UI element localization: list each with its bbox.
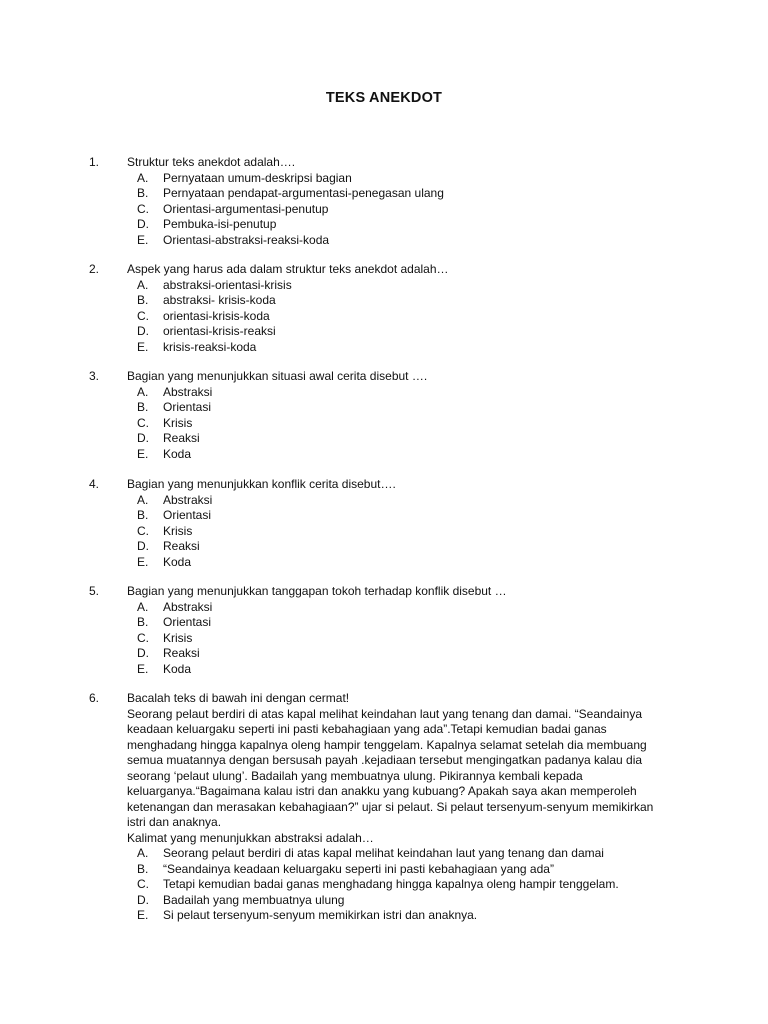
option-letter: D. xyxy=(137,539,149,553)
option-text: Pernyataan umum-deskripsi bagian xyxy=(163,170,352,185)
option-letter: B. xyxy=(137,861,149,876)
answer-option xyxy=(127,493,647,509)
option-letter: D. xyxy=(137,892,149,907)
answer-option xyxy=(127,877,687,893)
option-text: Badailah yang membuatnya ulung xyxy=(163,892,345,907)
option-text: Krisis xyxy=(163,415,193,430)
option-letter: D. xyxy=(137,217,149,231)
option-letter: A. xyxy=(137,170,149,185)
question-number: 5. xyxy=(89,584,100,598)
passage-line: menghadang hingga kapalnya oleng hampir tenggelam. Kapalnya selamat setelah dia membuang xyxy=(127,737,647,752)
answer-option xyxy=(127,171,647,187)
option-text: Abstraksi xyxy=(163,492,213,507)
answer-option xyxy=(127,646,647,662)
answer-option xyxy=(127,846,687,862)
option-letter: C. xyxy=(137,308,149,323)
answer-option xyxy=(127,862,687,878)
answer-option xyxy=(127,539,647,555)
option-letter: E. xyxy=(137,232,149,247)
page-title: TEKS ANEKDOT xyxy=(325,90,443,106)
option-letter: A. xyxy=(137,277,149,292)
option-text: Pembuka-isi-penutup xyxy=(163,217,277,231)
option-text: Koda xyxy=(163,446,192,461)
option-letter: C. xyxy=(137,523,149,538)
question-number: 4. xyxy=(89,477,100,491)
passage-line: keluarganya.“Bagaimana kalau istri dan anakku yang kubuang? Apakah saya akan memperoleh xyxy=(127,784,637,798)
option-letter: C. xyxy=(137,630,149,645)
answer-option xyxy=(127,893,687,909)
answer-option xyxy=(127,293,647,309)
answer-option xyxy=(127,400,647,416)
option-letter: E. xyxy=(137,554,149,569)
question-number: 1. xyxy=(89,155,100,169)
question-prompt: Kalimat yang menunjukkan abstraksi adalah… xyxy=(127,830,374,845)
answer-option xyxy=(127,385,647,401)
option-text: Orientasi xyxy=(163,508,212,522)
option-letter: D. xyxy=(137,431,149,445)
answer-option xyxy=(127,340,647,356)
answer-option xyxy=(127,615,647,631)
answer-option xyxy=(127,431,647,447)
option-text: Seorang pelaut berdiri di atas kapal melihat keindahan laut yang tenang dan damai xyxy=(163,846,604,860)
option-text: orientasi-krisis-reaksi xyxy=(163,324,276,338)
option-text: Reaksi xyxy=(163,646,200,660)
question-number: 6. xyxy=(89,691,100,705)
option-text: abstraksi- krisis-koda xyxy=(163,293,276,307)
option-text: Si pelaut tersenyum-senyum memikirkan istri dan anaknya. xyxy=(163,908,478,922)
answer-option xyxy=(127,217,647,233)
question-stem: Struktur teks anekdot adalah…. xyxy=(127,155,296,169)
option-text: Orientasi xyxy=(163,400,212,414)
option-text: abstraksi-orientasi-krisis xyxy=(163,277,292,292)
answer-option xyxy=(127,555,647,571)
option-text: Krisis xyxy=(163,630,193,645)
option-text: Orientasi xyxy=(163,615,212,629)
option-letter: B. xyxy=(137,186,149,200)
option-text: Reaksi xyxy=(163,539,200,553)
option-letter: C. xyxy=(137,415,149,430)
passage-line: Seorang pelaut berdiri di atas kapal melihat keindahan laut yang tenang dan damai. “Seandainya xyxy=(127,706,643,721)
option-letter: E. xyxy=(137,661,149,676)
answer-option xyxy=(127,508,647,524)
option-text: Abstraksi xyxy=(163,384,213,399)
answer-option xyxy=(127,278,647,294)
option-letter: E. xyxy=(137,446,149,461)
passage-line: semua muatannya dengan bersusah payah .kejadiaan tersebut mengingatkan padanya kalau dia xyxy=(127,753,643,767)
option-letter: D. xyxy=(137,646,149,660)
option-text: Pernyataan pendapat-argumentasi-penegasan ulang xyxy=(163,186,444,200)
option-letter: C. xyxy=(137,877,149,891)
question-stem: Aspek yang harus ada dalam struktur teks anekdot adalah… xyxy=(127,262,449,276)
answer-option xyxy=(127,309,647,325)
answer-option xyxy=(127,662,647,678)
question-number: 2. xyxy=(89,262,100,276)
question-number: 3. xyxy=(89,369,100,383)
option-letter: D. xyxy=(137,324,149,338)
option-text: Tetapi kemudian badai ganas menghadang hingga kapalnya oleng hampir tenggelam. xyxy=(163,877,619,891)
option-text: Orientasi-abstraksi-reaksi-koda xyxy=(163,232,330,247)
answer-option xyxy=(127,233,647,249)
option-text: Orientasi-argumentasi-penutup xyxy=(163,201,329,216)
passage-line: seorang ‘pelaut ulung’. Badailah yang membuatnya ulung. Pikirannya kembali kepada xyxy=(127,768,583,783)
question-stem: Bacalah teks di bawah ini dengan cermat! xyxy=(127,691,350,705)
question-stem: Bagian yang menunjukkan konflik cerita disebut…. xyxy=(127,477,396,491)
answer-option xyxy=(127,524,647,540)
passage-line: keadaan keluargaku seperti ini pasti kebahagiaan yang ada”.Tetapi kemudian badai ganas xyxy=(127,722,607,736)
option-letter: B. xyxy=(137,293,149,307)
answer-option xyxy=(127,202,647,218)
reading-passage xyxy=(127,707,687,831)
option-letter: C. xyxy=(137,201,149,216)
option-letter: B. xyxy=(137,400,149,414)
passage-line: istri dan anaknya. xyxy=(127,815,222,829)
option-letter: A. xyxy=(137,599,149,614)
option-letter: A. xyxy=(137,384,149,399)
answer-option xyxy=(127,631,647,647)
answer-option xyxy=(127,447,647,463)
option-letter: A. xyxy=(137,492,149,507)
answer-option xyxy=(127,908,687,924)
option-letter: E. xyxy=(137,339,149,354)
option-letter: B. xyxy=(137,615,149,629)
option-text: “Seandainya keadaan keluargaku seperti ini pasti kebahagiaan yang ada” xyxy=(163,861,554,876)
answer-option xyxy=(127,324,647,340)
option-text: Krisis xyxy=(163,523,193,538)
option-letter: A. xyxy=(137,846,149,860)
option-text: Koda xyxy=(163,554,192,569)
option-text: krisis-reaksi-koda xyxy=(163,339,257,354)
answer-option xyxy=(127,186,647,202)
option-text: Reaksi xyxy=(163,431,200,445)
option-letter: B. xyxy=(137,508,149,522)
option-text: orientasi-krisis-koda xyxy=(163,308,270,323)
option-text: Abstraksi xyxy=(163,599,213,614)
question-stem: Bagian yang menunjukkan situasi awal cerita disebut …. xyxy=(127,369,428,383)
option-text: Koda xyxy=(163,661,192,676)
answer-option xyxy=(127,600,647,616)
question-stem: Bagian yang menunjukkan tanggapan tokoh terhadap konflik disebut … xyxy=(127,584,507,598)
passage-line: ketenangan dan merasakan kebahagiaan?” ujar si pelaut. Si pelaut tersenyum-senyum memikirkan xyxy=(127,799,654,814)
option-letter: E. xyxy=(137,908,149,922)
answer-option xyxy=(127,416,647,432)
